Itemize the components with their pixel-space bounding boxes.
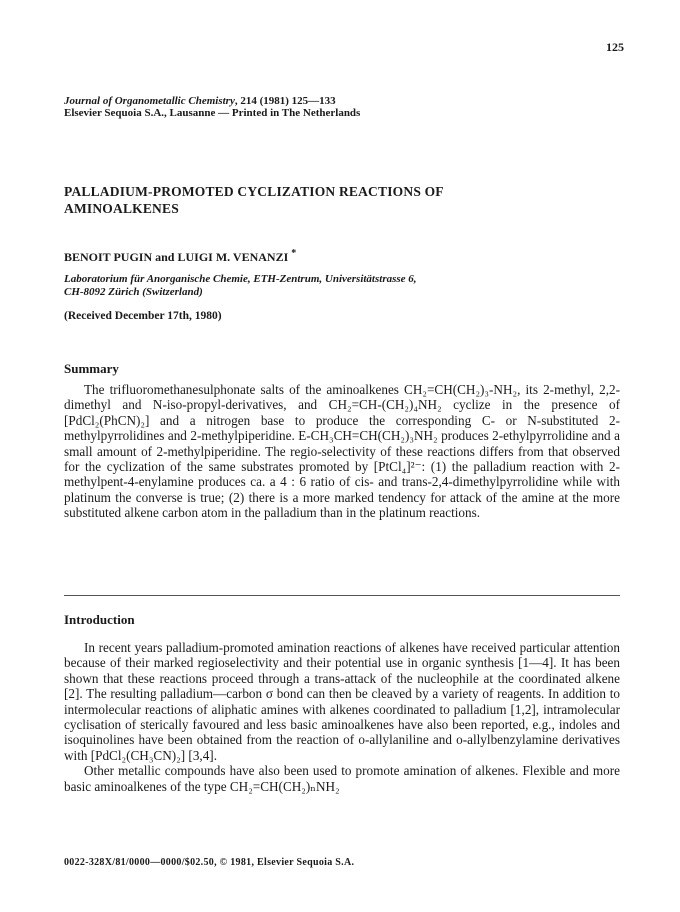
- affiliation-line-2: CH-8092 Zürich (Switzerland): [64, 286, 203, 298]
- introduction-section: [64, 640, 620, 794]
- affiliation: [64, 273, 624, 299]
- affiliation-line-1: Laboratorium für Anorganische Chemie, ETH-Zentrum, Universitätstrasse 6,: [64, 273, 417, 285]
- copyright-footer: 0022-328X/81/0000—0000/$02.50, © 1981, Elsevier Sequoia S.A.: [64, 857, 355, 868]
- journal-name: Journal of Organometallic Chemistry: [64, 95, 235, 107]
- received-date: (Received December 17th, 1980): [64, 310, 222, 322]
- journal-citation-line: [64, 95, 624, 107]
- journal-citation: , 214 (1981) 125—133: [234, 95, 336, 107]
- publisher-line: Elsevier Sequoia S.A., Lausanne — Printed in The Netherlands: [64, 107, 361, 119]
- introduction-heading: Introduction: [64, 612, 135, 627]
- introduction-paragraph-2: Other metallic compounds have also been used to promote amination of alkenes. Flexible and more basic aminoalkenes of the type CH₂=CH(CH₂)ₙNH₂: [64, 763, 620, 794]
- summary-heading: Summary: [64, 361, 119, 376]
- summary-section: [64, 382, 620, 521]
- journal-header: [64, 95, 624, 119]
- introduction-paragraph-1: In recent years palladium-promoted amination reactions of alkenes have received particular attention because of their marked regioselectivity and their potential use in organic synthesis [1—4]. It has been shown that these reactions proceed through a trans-attack of the nucleophile at the coordinated alkene [2]. The resulting palladium—carbon σ bond can then be cleaved by a variety of reagents. In addition to intermolecular reactions of aliphatic amines with alkenes coordinated to palladium [1,2], intramolecular cyclisation of sterically favoured and less basic aminoalkenes have also been reported, e.g., indoles and isoquinolines have been obtained from the reaction of o-allylaniline and o-allylbenzylamine derivatives with [PdCl₂(CH₃CN)₂] [3,4].: [64, 640, 620, 763]
- summary-text: The trifluoromethanesulphonate salts of the aminoalkenes CH₂=CH(CH₂)₃-NH₂, its 2-methyl, 2,2-dimethyl and N-iso-propyl-derivatives, and CH₂=CH-(CH₂)₄NH₂ cyclize in the presence of [PdCl₂(PhCN)₂] and a nitrogen base to produce the corresponding C- or N-substituted 2-methylpyrrolidines and 2-methylpiperidine. E-CH₃CH=CH(CH₂)₃NH₂ produces 2-ethylpyrrolidine and a small amount of 2-methylpiperidine. The regio-selectivity of these reactions differs from that observed for the cyclization of the same substrates promoted by [PtCl₄]²⁻: (1) the palladium reaction with 2-methylpent-4-enylamine produces ca. a 4 : 6 ratio of cis- and trans-2,4-dimethylpyrrolidine while with platinum the converse is true; (2) there is a more marked tendency for attack of the amine at the more substituted alkene carbon atom in the palladium than in the platinum reactions.: [64, 382, 620, 521]
- section-divider: [64, 595, 620, 596]
- title-line-1: PALLADIUM-PROMOTED CYCLIZATION REACTIONS OF: [64, 184, 444, 199]
- article-title: [64, 183, 564, 217]
- page-number: 125: [606, 40, 624, 54]
- corresponding-author-marker: *: [291, 248, 297, 259]
- author-names: BENOIT PUGIN and LUIGI M. VENANZI: [64, 250, 289, 264]
- title-line-2: AMINOALKENES: [64, 201, 179, 216]
- authors: [64, 248, 296, 265]
